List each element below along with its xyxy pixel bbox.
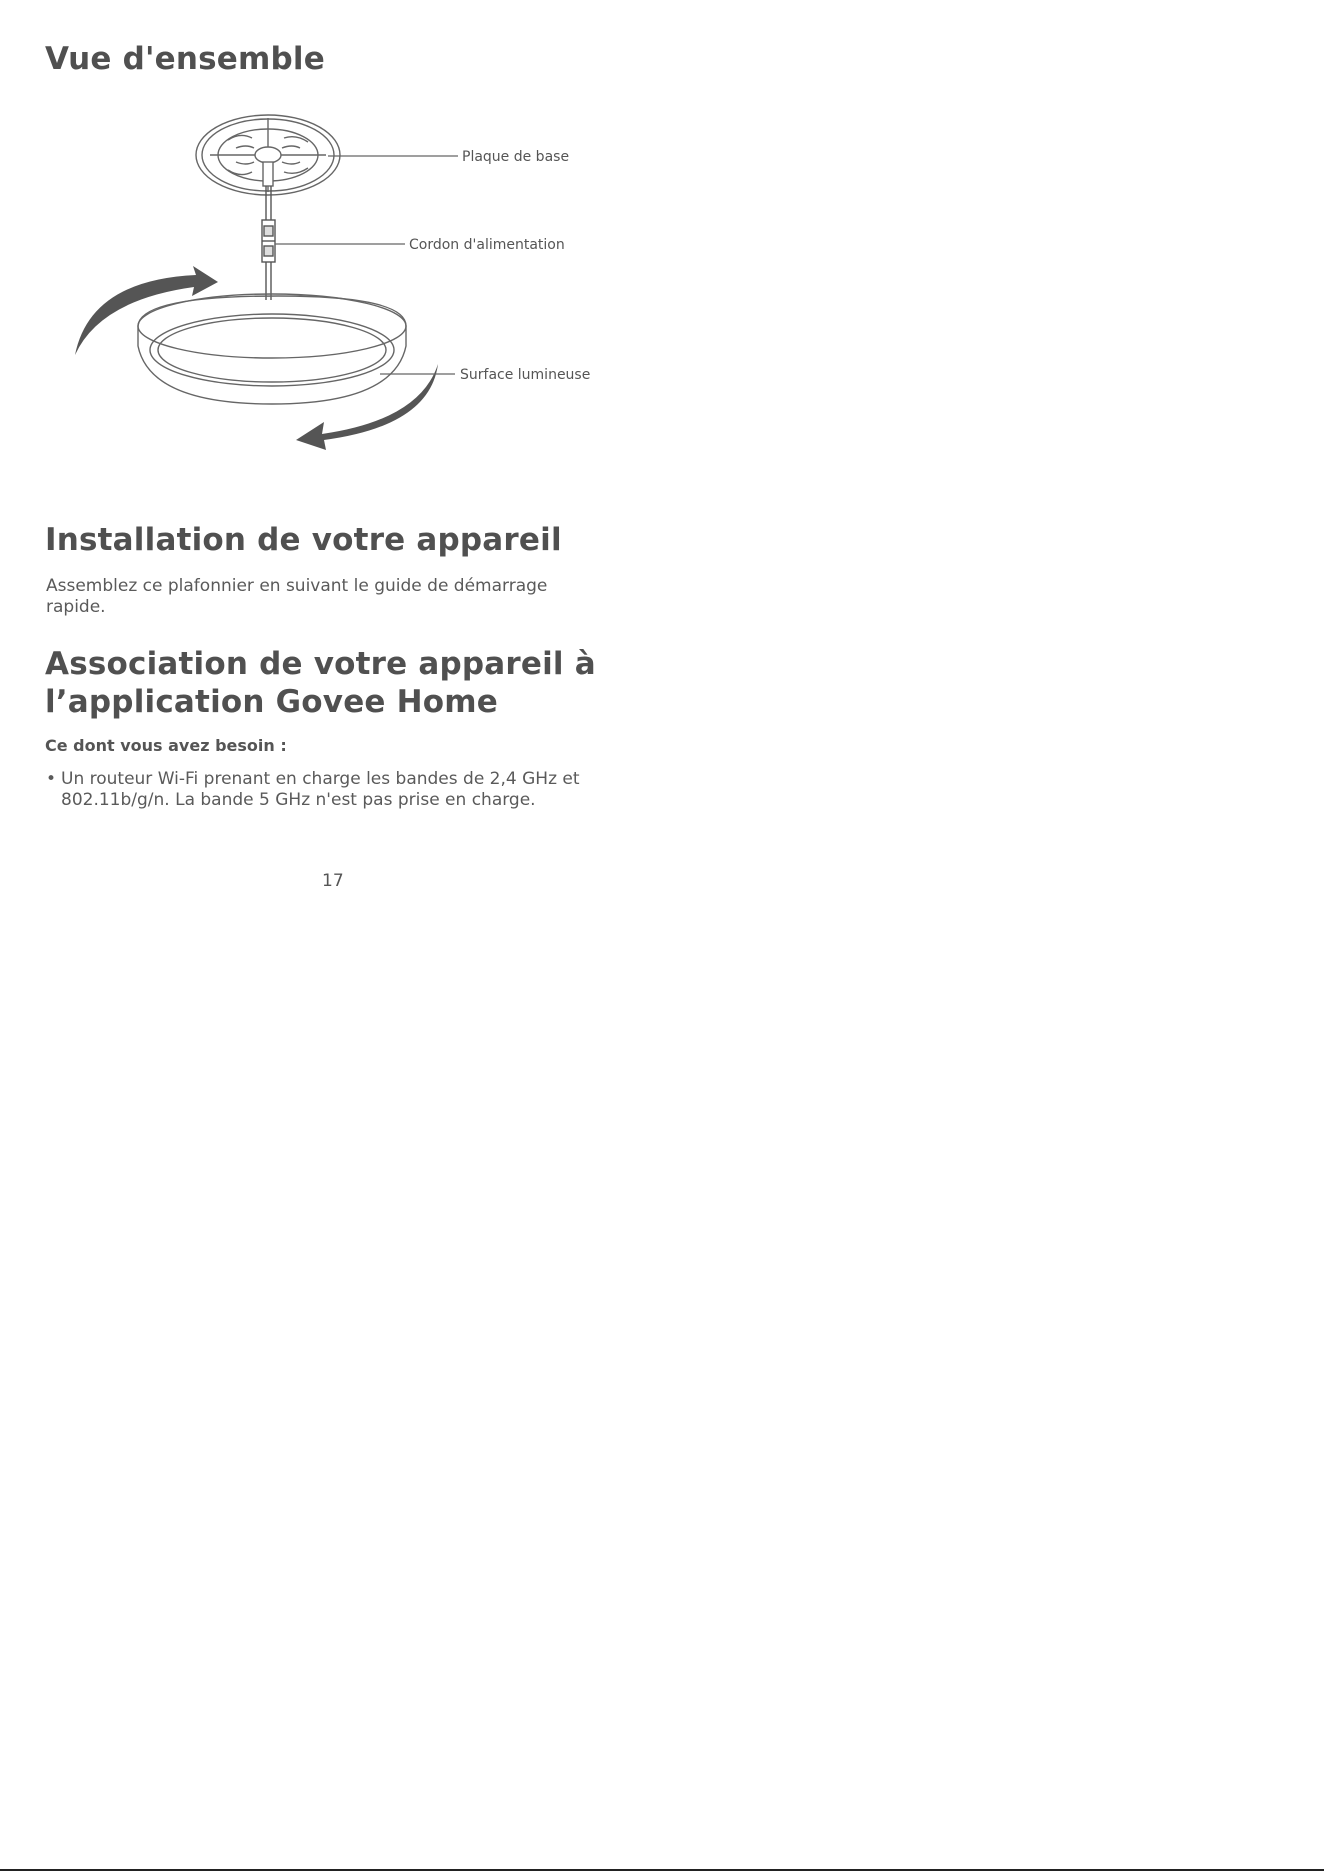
label-power-cord: Cordon d'alimentation	[409, 237, 565, 253]
requirements-label: Ce dont vous avez besoin :	[45, 736, 287, 755]
light-panel-illustration	[138, 294, 406, 404]
ceiling-light-diagram	[60, 100, 620, 460]
requirement-item: • Un routeur Wi-Fi prenant en charge les bandes de 2,4 GHz et 802.11b/g/n. La bande 5 GHz n'est pas prise en charge.	[46, 769, 606, 811]
section-title-installation: Installation de votre appareil	[45, 522, 562, 558]
section-title-overview: Vue d'ensemble	[45, 41, 325, 77]
power-cord-illustration	[262, 186, 275, 300]
label-base-plate: Plaque de base	[462, 149, 570, 165]
rotation-arrow-top-icon	[75, 266, 218, 355]
installation-text: Assemblez ce plafonnier en suivant le guide de démarrage rapide.	[46, 576, 548, 617]
section-title-association	[45, 645, 665, 721]
requirements-list	[46, 769, 606, 811]
label-light-surface: Surface lumineuse	[460, 367, 591, 383]
page-number: 17	[322, 871, 344, 891]
bottom-border	[0, 1869, 1324, 1871]
base-plate-illustration	[196, 115, 340, 195]
rotation-arrow-bottom-icon	[296, 364, 438, 450]
section-title-association-line1: Association de votre appareil à	[45, 646, 596, 682]
section-title-association-line2: l’application Govee Home	[45, 684, 499, 720]
